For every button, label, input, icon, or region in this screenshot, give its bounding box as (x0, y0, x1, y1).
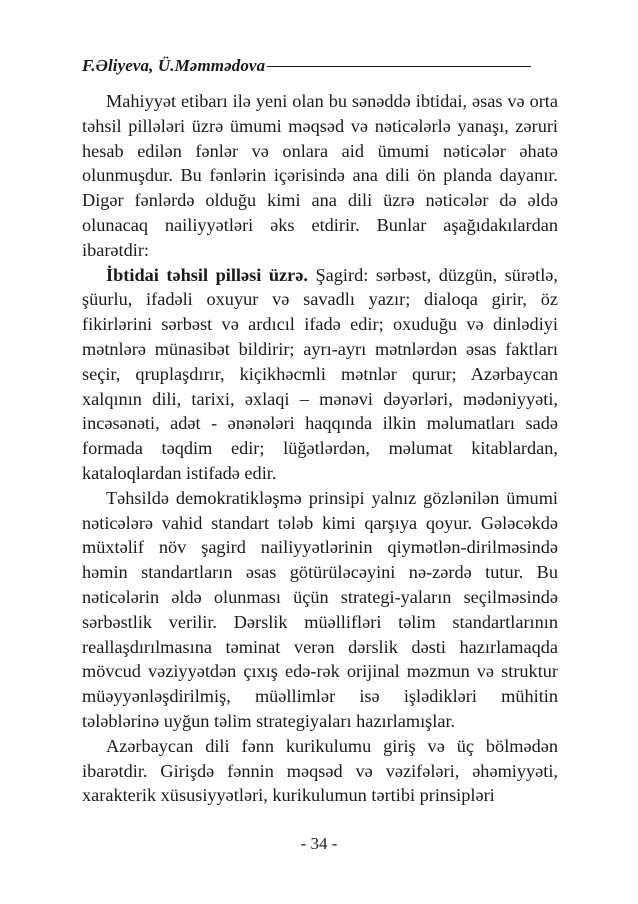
paragraph-2 (82, 263, 558, 486)
paragraph-1-text: Mahiyyət etibarı ilə yeni olan bu sənəddə ibtidai, əsas və orta təhsil pillələri üzrə ümumi məqsəd və nəticələrlə yanaşı, zəruri hesab edilən fənlər və onlara aid ümumi nəticələr əhatə olunmuşdur. Bu fənlərin içərisində ana dili ön planda dayanır. Digər fənlərdə olduğu kimi ana dili üzrə nəticələr də əldə olunacaq nailiyyətləri əks etdirir. Bunlar aşağıdakılardan ibarətdir: (82, 91, 558, 260)
paragraph-3-text: Təhsildə demokratikləşmə prinsipi yalnız gözlənilən ümumi nəticələrə vahid standart tələb kimi qarşıya qoyur. Gələcəkdə müxtəlif növ şagird nailiyyətlərinin qiymətlən-dirilməsində həmin standartların əsas götürüləcəyini nə-zərdə tutur. Bu nəticələrin əldə olunması üçün strategi-yaların seçilməsində sərbəstlik verilir. Dərslik müəllifləri təlim standartlarının reallaşdırılmasına təminat verən dərslik dəsti hazırlamaqda mövcud vəziyyətdən çıxış edə-rək orijinal məzmun və struktur müəyyənləşdirilmiş, müəllimlər isə işlədikləri mühitin tələblərinə uyğun təlim strategiyaları hazırlamışlar. (82, 487, 558, 731)
paragraph-2-lead: İbtidai təhsil pilləsi üzrə. (106, 264, 308, 285)
header-authors: F.Əliyeva, Ü.Məmmədova (82, 56, 266, 75)
paragraph-4 (82, 734, 558, 808)
paragraph-4-text: Azərbaycan dili fənn kurikulumu giriş və üç bölmədən ibarətdir. Girişdə fənnin məqsəd və vəzifələri, əhəmiyyəti, xarakterik xüsusiyyətləri, kurikulumun tərtibi prinsipləri (82, 735, 558, 806)
book-page (82, 54, 558, 808)
body-text (82, 89, 558, 808)
running-header (82, 54, 558, 78)
paragraph-2-text: Şagird: sərbəst, düzgün, sürətlə, şüurlu, ifadəli oxuyur və savadlı yazır; dialoqa girir, öz fikirlərini sərbəst və ardıcıl ifadə edir; oxuduğu və dinlədiyi mətnlərə münasibət bildirir; ayrı-ayrı mətnlərdən əsas faktları seçir, qruplaşdırır, kiçikhəcmli mətnlər qurur; Azərbaycan xalqının dili, tarixi, əxlaqi – mənəvi dəyərləri, mədəniyyəti, incəsənəti, adət - ənənələri haqqında ilkin məlumatları sadə formada təqdim edir; lüğətlərdən, məlumat kitablardan, kataloqlardan istifadə edir. (82, 264, 558, 483)
header-rule (267, 66, 531, 67)
page-number: - 34 - (300, 834, 338, 853)
paragraph-3 (82, 486, 558, 734)
paragraph-1 (82, 89, 558, 263)
